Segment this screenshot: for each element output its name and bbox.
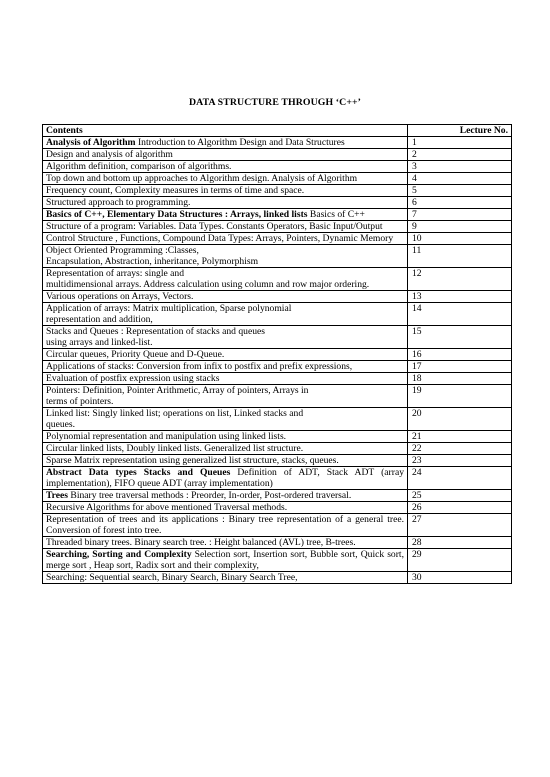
table-row [43, 455, 512, 467]
topic-text: Structure of a program: Variables. Data Types. Constants Operators, Basic Input/Output [46, 221, 383, 232]
lecture-number-cell: 1 [408, 137, 512, 149]
topic-text: Circular linked lists, Doubly linked lists. Generalized list structure. [46, 443, 304, 454]
topic-text: Binary tree traversal methods : Preorder, In-order, Post-ordered traversal. [68, 490, 352, 501]
topic-cell [43, 245, 408, 268]
topic-text: Representation of trees and its applications : Binary tree representation of a general tree. Conversion of forest into tree. [46, 514, 404, 536]
page-title: DATA STRUCTURE THROUGH ‘C++’ [188, 97, 362, 108]
topic-cell [43, 572, 408, 584]
topic-cell [43, 173, 408, 185]
lecture-number-cell: 20 [408, 408, 512, 431]
topic-cell [43, 303, 408, 326]
topic-text: Design and analysis of algorithm [46, 149, 173, 160]
table-row [43, 303, 512, 326]
lecture-number-cell: 15 [408, 326, 512, 349]
unit-heading: Trees [46, 490, 69, 501]
unit-heading: Basics of C++, Elementary Data Structures : Arrays, linked lists [46, 209, 308, 220]
lecture-number-cell: 14 [408, 303, 512, 326]
topic-cell [43, 349, 408, 361]
topic-cell [43, 490, 408, 502]
topic-text: Stacks and Queues : Representation of stacks and queues using arrays and linked-list. [46, 326, 265, 348]
topic-cell [43, 361, 408, 373]
topic-text: Introduction to Algorithm Design and Data Structures [135, 137, 345, 148]
table-row [43, 572, 512, 584]
topic-cell [43, 161, 408, 173]
topic-text: Searching: Sequential search, Binary Search, Binary Search Tree, [46, 572, 298, 583]
table-row [43, 221, 512, 233]
table-row [43, 514, 512, 537]
table-row [43, 137, 512, 149]
table-row [43, 502, 512, 514]
topic-cell [43, 514, 408, 537]
table-row [43, 245, 512, 268]
topic-text: Sparse Matrix representation using generalized list structure, stacks, queues. [46, 455, 339, 466]
topic-cell [43, 408, 408, 431]
table-row [43, 385, 512, 408]
unit-heading: Abstract Data types Stacks and Queues [46, 467, 231, 478]
topic-text: Polynomial representation and manipulation using linked lists. [46, 431, 287, 442]
topic-cell [43, 549, 408, 572]
topic-text: Algorithm definition, comparison of algorithms. [46, 161, 232, 172]
table-row [43, 349, 512, 361]
lecture-number-cell: 22 [408, 443, 512, 455]
lecture-number-cell: 21 [408, 431, 512, 443]
table-row [43, 467, 512, 490]
topic-text: Threaded binary trees. Binary search tree. : Height balanced (AVL) tree, B-trees. [46, 537, 356, 548]
lecture-number-cell: 6 [408, 197, 512, 209]
lecture-number-cell: 10 [408, 233, 512, 245]
unit-heading: Searching, Sorting and Complexity [46, 549, 192, 560]
table-row [43, 268, 512, 291]
table-row [43, 408, 512, 431]
topic-text: Basics of C++ [307, 209, 365, 220]
lecture-number-cell: 3 [408, 161, 512, 173]
lecture-number-cell: 29 [408, 549, 512, 572]
topic-cell [43, 467, 408, 490]
lecture-number-cell: 25 [408, 490, 512, 502]
table-row [43, 326, 512, 349]
table-row [43, 490, 512, 502]
topic-cell [43, 431, 408, 443]
topic-cell [43, 385, 408, 408]
table-row [43, 161, 512, 173]
topic-cell [43, 149, 408, 161]
topic-text: Recursive Algorithms for above mentioned Traversal methods. [46, 502, 288, 513]
lecture-number-cell: 23 [408, 455, 512, 467]
contents-table [42, 124, 512, 584]
topic-text: Object Oriented Programming :Classes, Encapsulation, Abstraction, inheritance, Polymorphism [46, 245, 259, 267]
lecture-number-cell: 11 [408, 245, 512, 268]
unit-heading: Analysis of Algorithm [46, 137, 136, 148]
lecture-number-cell: 24 [408, 467, 512, 490]
topic-text: Evaluation of postfix expression using stacks [46, 373, 220, 384]
table-row [43, 233, 512, 245]
lecture-number-cell: 13 [408, 291, 512, 303]
topic-cell [43, 502, 408, 514]
lecture-number-cell: 2 [408, 149, 512, 161]
table-header-row [43, 125, 512, 137]
table-row [43, 431, 512, 443]
lecture-number-cell: 19 [408, 385, 512, 408]
table-row [43, 549, 512, 572]
topic-text: Applications of stacks: Conversion from infix to postfix and prefix expressions, [46, 361, 353, 372]
lecture-number-cell: 5 [408, 185, 512, 197]
topic-cell [43, 137, 408, 149]
table-row [43, 443, 512, 455]
table-row [43, 373, 512, 385]
topic-cell [43, 443, 408, 455]
table-row [43, 173, 512, 185]
table-row [43, 209, 512, 221]
topic-cell [43, 537, 408, 549]
topic-text: Linked list: Singly linked list; operations on list, Linked stacks and queues. [46, 408, 304, 430]
topic-cell [43, 326, 408, 349]
topic-text: Representation of arrays: single and multidimensional arrays. Address calculation using column and row major ordering. [46, 268, 370, 290]
lecture-number-cell: 7 [408, 209, 512, 221]
topic-text: Selection sort, Insertion sort, Bubble sort, Quick sort, merge sort , Heap sort, Radix sort and their complexity, [46, 549, 404, 571]
table-row [43, 291, 512, 303]
topic-text: Top down and bottom up approaches to Algorithm design. Analysis of Algorithm [46, 173, 358, 184]
table-row [43, 537, 512, 549]
lecture-number-cell: 17 [408, 361, 512, 373]
topic-cell [43, 373, 408, 385]
lecture-number-cell: 16 [408, 349, 512, 361]
lecture-number-cell: 9 [408, 221, 512, 233]
topic-text: Frequency count, Complexity measures in terms of time and space. [46, 185, 305, 196]
contents-header: Contents [43, 125, 408, 137]
lecture-number-cell: 4 [408, 173, 512, 185]
topic-text: Various operations on Arrays, Vectors. [46, 291, 194, 302]
topic-cell [43, 455, 408, 467]
table-row [43, 185, 512, 197]
topic-text: Structured approach to programming. [46, 197, 191, 208]
lecture-number-cell: 26 [408, 502, 512, 514]
topic-cell [43, 233, 408, 245]
lecture-number-cell: 30 [408, 572, 512, 584]
topic-text: Definition of ADT, Stack ADT (array implementation), FIFO queue ADT (array implementation) [46, 467, 405, 489]
table-row [43, 197, 512, 209]
topic-cell [43, 185, 408, 197]
lecture-number-cell: 28 [408, 537, 512, 549]
topic-cell [43, 209, 408, 221]
topic-text: Pointers: Definition, Pointer Arithmetic, Array of pointers, Arrays in terms of pointers. [46, 385, 309, 407]
lecture-number-cell: 27 [408, 514, 512, 537]
topic-text: Control Structure , Functions, Compound Data Types: Arrays, Pointers, Dynamic Memory [46, 233, 394, 244]
topic-text: Application of arrays: Matrix multiplication, Sparse polynomial representation and addition, [46, 303, 292, 325]
topic-cell [43, 268, 408, 291]
table-row [43, 361, 512, 373]
topic-cell [43, 291, 408, 303]
table-row [43, 149, 512, 161]
lecture-header: Lecture No. [408, 125, 512, 137]
topic-text: Circular queues, Priority Queue and D-Queue. [46, 349, 225, 360]
lecture-number-cell: 12 [408, 268, 512, 291]
contents-table-body [43, 137, 512, 584]
topic-cell [43, 221, 408, 233]
topic-cell [43, 197, 408, 209]
lecture-number-cell: 18 [408, 373, 512, 385]
